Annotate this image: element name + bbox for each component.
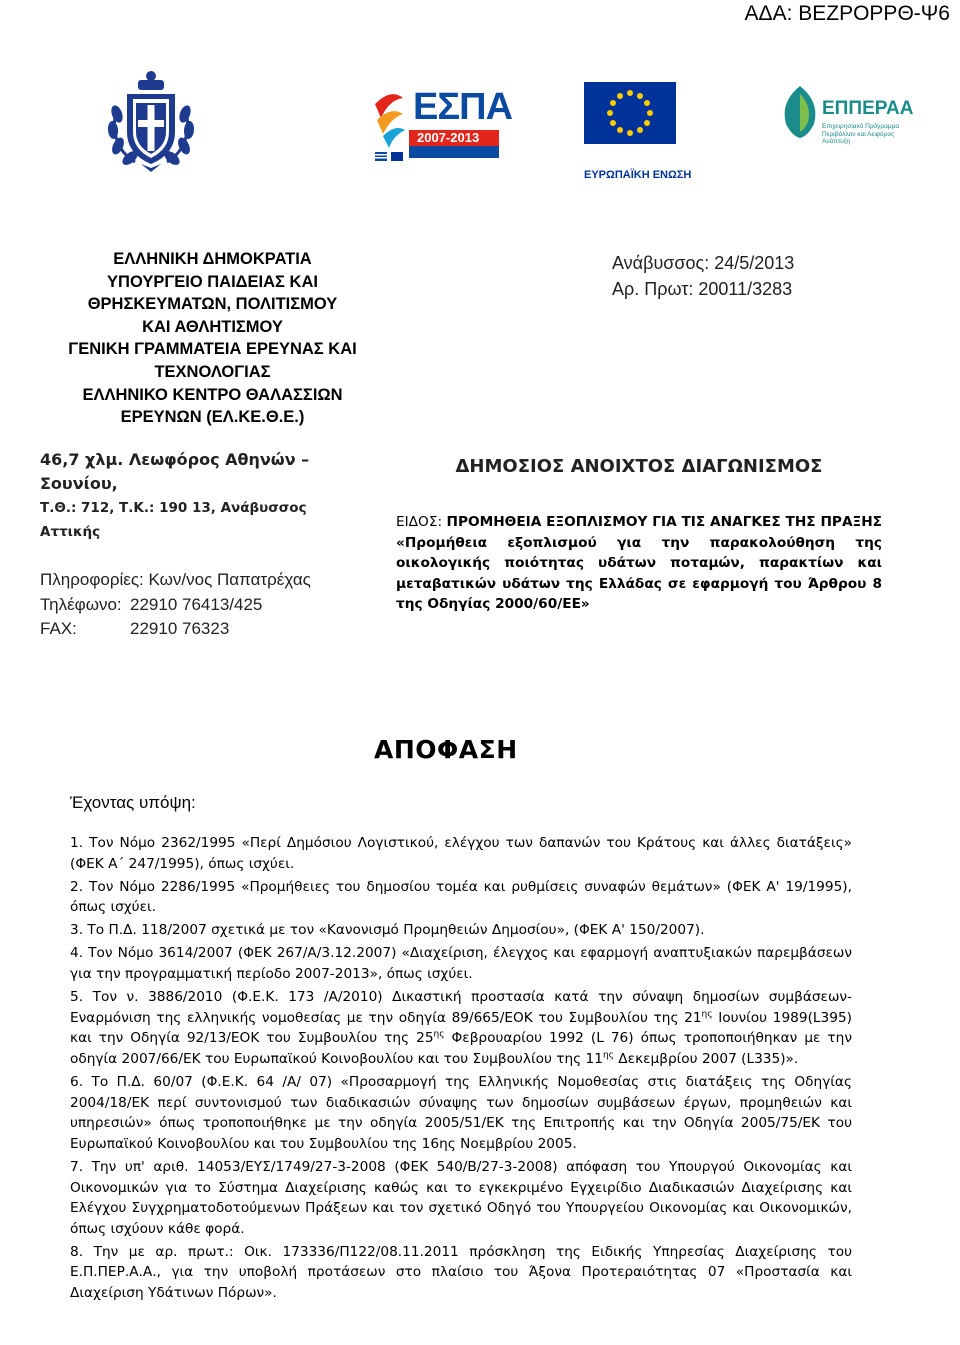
ministry-line: ΘΡΗΣΚΕΥΜΑΤΩΝ, ΠΟΛΙΤΙΣΜΟΥ (87, 295, 338, 314)
superscript: ης (602, 1050, 614, 1061)
phone-row (40, 593, 311, 618)
tender-title: ΔΗΜΟΣΙΟΣ ΑΝΟΙΧΤΟΣ ΔΙΑΓΩΝΙΣΜΟΣ (455, 456, 823, 477)
epperaa-subtitle: Επιχειρησιακό Πρόγραμμα Περιβάλλον και Αειφόρος Ανάπτυξη (822, 123, 900, 145)
item5-text: Φεβρουαρίου 1992 (L 76) όπως τροποποιήθηκαν με την οδηγία 2007/66/ΕΚ του Ευρωπαϊκού Κοινοβουλίου και του Συμβουλίου της 11 (70, 1030, 852, 1067)
phone-label: Τηλέφωνο: (40, 594, 122, 614)
ministry-line: ΓΕΝΙΚΗ ΓΡΑΜΜΑΤΕΙΑ ΕΡΕΥΝΑΣ ΚΑΙ (68, 340, 357, 359)
ministry-line: ΕΛΛΗΝΙΚΟ ΚΕΝΤΡΟ ΘΑΛΑΣΣΙΩΝ (82, 385, 343, 404)
address-line: 46,7 χλμ. Λεωφόρος Αθηνών – Σουνίου, (40, 450, 310, 493)
list-item: 3. Το Π.Δ. 118/2007 σχετικά με τον «Κανονισμό Προμηθειών Δημοσίου», (ΦΕΚ Α' 150/2007). (70, 922, 705, 939)
ministry-line: ΤΕΧΝΟΛΟΓΙΑΣ (154, 362, 271, 381)
item5-text: Δεκεμβρίου 2007 (L335)». (613, 1050, 799, 1067)
list-item: 8. Την με αρ. πρωτ.: Οικ. 173336/Π122/08.11.2011 πρόσκληση της Ειδικής Υπηρεσίας Διαχείρισης του Ε.Π.ΠΕΡ.Α.Α., για την υποβολή προτάσεων στο πλαίσιο του Άξονα Προτεραιότητας 07 «Προστασία και Διαχείριση Υδάτινων Πόρων». (70, 1243, 852, 1301)
fax-value: 22910 76323 (130, 619, 230, 638)
ada-code: ΑΔΑ: ΒΕΖΡΟΡΡΘ-Ψ6 (744, 2, 950, 25)
ministry-line: ΕΛΛΗΝΙΚΗ ΔΗΜΟΚΡΑΤΙΑ (113, 250, 312, 268)
address-block (40, 448, 378, 544)
superscript: ης (433, 1029, 445, 1040)
superscript: ης (701, 1009, 713, 1020)
subject-prefix: ΕΙΔΟΣ: (396, 514, 447, 530)
list-item: 7. Την υπ' αριθ. 14053/ΕΥΣ/1749/27-3-2008 (ΦΕΚ 540/Β/27-3-2008) απόφαση του Υπουργού Οικονομίας και Οικονομικών για το Σύστημα Διαχείρισης καθώς και το εγκεκριμένο Εγχειρίδιο Διαδικασιών Διαχείρισης και Ελέγχου Συγχρηματοδοτούμενων Πράξεων και τον σχετικό Οδηγό του Υπουργείου Οικονομίας και Οικονομικών, όπως ισχύουν κάθε φορά. (70, 1158, 852, 1237)
phone-value: 22910 76413/425 (130, 594, 263, 614)
fax-label: FAX: (40, 619, 77, 638)
address-line: Τ.Θ.: 712, Τ.Κ.: 190 13, Ανάβυσσος (40, 500, 307, 516)
list-item: 6. Το Π.Δ. 60/07 (Φ.Ε.Κ. 64 /Α/ 07) «Προσαρμογή της Ελληνικής Νομοθεσίας στις διατάξεις της Οδηγίας 2004/18/ΕΚ περί συντονισμού των διαδικασιών σύναψης των δημοσίων συμβάσεων έργων, προμηθειών και υπηρεσιών» όπως τροποποιήθηκε με την οδηγία 2005/51/ΕΚ της Επιτροπής και την Οδηγία 2005/75/ΕΚ του Ευρωπαϊκού Κοινοβουλίου και του Συμβουλίου της 16ης Νοεμβρίου 2005. (70, 1074, 852, 1152)
contact-block (40, 568, 311, 642)
espa-title: ΕΣΠΑ (413, 86, 513, 128)
list-item: 2. Τον Νόμο 2286/1995 «Προμήθειες του δημοσίου τομέα και ρυθμίσεις συναφών θεμάτων» (ΦΕΚ Α' 19/1995), όπως ισχύει. (70, 878, 852, 916)
list-item (70, 987, 852, 1069)
list-item: 1. Τον Νόμο 2362/1995 «Περί Δημόσιου Λογιστικού, ελέγχου των δαπανών του Κράτους και άλλες διατάξεις» (ΦΕΚ Α΄ 247/1995), όπως ισχύει. (70, 835, 852, 872)
subject-text: ΠΡΟΜΗΘΕΙΑ ΕΞΟΠΛΙΣΜΟΥ ΓΙΑ ΤΙΣ ΑΝΑΓΚΕΣ ΤΗΣ ΠΡΑΞΗΣ «Προμήθεια εξοπλισμού για την παρακολούθηση της οικολογικής ποιότητας υδάτων ποταμών, παρακτίων και μεταβατικών υδάτων της Ελλάδας σε εφαρμογή του Άρθρου 8 της Οδηγίας 2000/60/ΕΕ» (396, 514, 882, 612)
ministry-line: ΕΡΕΥΝΩΝ (ΕΛ.ΚΕ.Θ.Ε.) (120, 408, 305, 427)
eu-caption: ΕΥΡΩΠΑΪΚΗ ΕΝΩΣΗ (584, 169, 692, 181)
espa-logo (373, 84, 513, 164)
ministry-line: ΚΑΙ ΑΘΛΗΤΙΣΜΟΥ (142, 317, 283, 336)
item5-text: 5. Τον ν. 3886/2010 (Φ.Ε.Κ. 173 /Α/2010) Δικαστική προστασία κατά την σύναψη δημοσίων συμβάσεων- Εναρμόνιση της ελληνικής νομοθεσίας με την οδηγία 89/665/ΕΟΚ του Συμβουλίου της 21 (70, 989, 852, 1026)
tender-subject (396, 512, 882, 615)
item5-text: Ιουνίου 1989(L395) και την Οδηγία 92/13/ΕΟΚ του Συμβουλίου της 25 (70, 1009, 852, 1047)
decision-title: ΑΠΟΦΑΣΗ (374, 735, 518, 764)
epperaa-title: ΕΠΠΕΡΑΑ (822, 98, 914, 119)
place-date: Ανάβυσσος: 24/5/2013 (612, 253, 795, 273)
fax-row (40, 617, 311, 642)
contact-info: Πληροφορίες: Κων/νος Παπατρέχας (40, 570, 311, 589)
protocol-number: Αρ. Πρωτ: 20011/3283 (612, 279, 793, 299)
greek-coat-of-arms-icon (105, 68, 197, 180)
epperaa-logo (772, 80, 912, 152)
eu-logo (576, 82, 692, 182)
leaf-icon (778, 84, 822, 140)
espa-years: 2007-2013 (417, 130, 480, 145)
list-item: 4. Τον Νόμο 3614/2007 (ΦΕΚ 267/Α/3.12.2007) «Διαχείριση, έλεγχος και εφαρμογή αναπτυξιακών παρεμβάσεων για την προγραμματική περίοδο 2007-2013», όπως ισχύει. (70, 945, 852, 983)
eu-flag-icon (584, 82, 676, 144)
considerations-list (70, 833, 852, 1306)
considering-label: Έχοντας υπόψη: (70, 793, 196, 812)
ministry-line: ΥΠΟΥΡΓΕΙΟ ΠΑΙΔΕΙΑΣ ΚΑΙ (107, 272, 318, 291)
ministry-header (40, 248, 385, 429)
address-line: Αττικής (40, 524, 101, 540)
date-block (612, 250, 794, 302)
